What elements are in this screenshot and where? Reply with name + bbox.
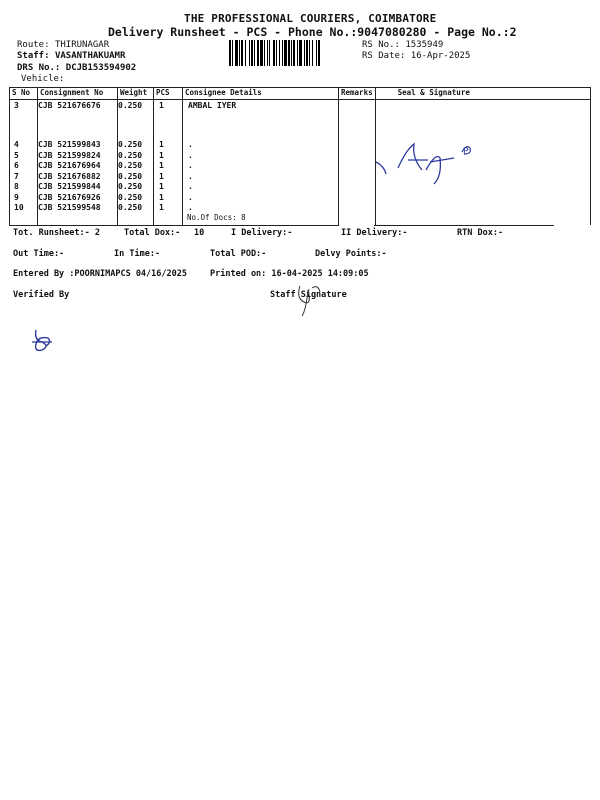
row-pcs: 1 — [159, 140, 164, 149]
barcode-bar — [282, 40, 283, 66]
barcode-bar — [235, 40, 238, 66]
row-consignment: CJB 521599844 — [38, 182, 101, 191]
barcode-bar — [254, 40, 255, 66]
barcode-bar — [267, 40, 268, 66]
row-sno: 3 — [14, 101, 19, 110]
handwritten-signature-icon — [370, 140, 490, 190]
runsheet-subtitle: Delivery Runsheet - PCS - Phone No.:9047080280 - Page No.:2 — [108, 25, 517, 39]
row-sno: 9 — [14, 193, 19, 202]
route-value: THIRUNAGAR — [54, 40, 110, 50]
barcode-bar — [232, 40, 233, 66]
row-consignee: . — [188, 203, 193, 212]
table-bottom-rule — [9, 225, 184, 226]
row-sno: 10 — [14, 203, 24, 212]
barcode-bar — [284, 40, 287, 66]
row-pcs: 1 — [159, 182, 164, 191]
barcode-bar — [229, 40, 231, 66]
rs-no-label: RS No.: — [362, 40, 400, 50]
vehicle-label: Vehicle: — [21, 74, 65, 84]
row-consignment: CJB 521676676 — [38, 101, 101, 110]
barcode-bar — [273, 40, 275, 66]
row-weight: 0.250 — [118, 101, 143, 110]
row-pcs: 1 — [159, 172, 164, 181]
row-consignee: . — [188, 161, 193, 170]
row-weight: 0.250 — [118, 203, 143, 212]
total-dox-label: Total Dox:- — [124, 228, 181, 238]
ii-delivery: II Delivery:- — [341, 228, 408, 238]
staff-signature-scribble-icon — [290, 280, 330, 320]
col-header-consignment: Consignment No — [38, 88, 118, 100]
barcode-bar — [264, 40, 265, 66]
no-of-docs: No.Of Docs: 8 — [187, 213, 246, 222]
barcode-bar — [269, 40, 270, 66]
barcode-image — [229, 40, 355, 66]
verifier-scribble-icon — [28, 328, 58, 354]
barcode-bar — [251, 40, 253, 66]
barcode-bar — [293, 40, 295, 66]
barcode-bar — [257, 40, 259, 66]
out-time: Out Time:- — [13, 249, 65, 259]
staff-line — [17, 51, 125, 61]
rs-no-line — [362, 40, 443, 50]
drs-label: DRS No.: — [17, 63, 61, 73]
route-label: Route: — [17, 40, 50, 50]
barcode-bar — [249, 40, 250, 66]
barcode-bar — [245, 40, 246, 66]
rs-date-line — [362, 51, 470, 61]
row-weight: 0.250 — [118, 172, 143, 181]
row-consignee: . — [188, 182, 193, 191]
route-line — [17, 40, 109, 50]
row-consignee: . — [188, 140, 193, 149]
col-header-consignee: Consignee Details — [183, 88, 339, 100]
rs-date-value: 16-Apr-2025 — [410, 51, 471, 61]
col-header-seal: Seal & Signature — [375, 88, 590, 100]
drs-value: DCJB153594902 — [65, 63, 137, 73]
barcode-bar — [297, 40, 298, 66]
row-consignment: CJB 521599824 — [38, 151, 101, 160]
row-weight: 0.250 — [118, 193, 143, 202]
row-consignee: . — [188, 172, 193, 181]
barcode-bar — [304, 40, 305, 66]
row-pcs: 1 — [159, 101, 164, 110]
barcode-bar — [299, 40, 302, 66]
staff-signature: Staff Signature — [270, 290, 347, 300]
row-weight: 0.250 — [118, 161, 143, 170]
staff-value: VASANTHAKUAMR — [54, 51, 126, 61]
barcode-bar — [312, 40, 313, 66]
total-pod: Total POD:- — [210, 249, 267, 259]
barcode-bar — [279, 40, 280, 66]
barcode-bar — [260, 40, 263, 66]
printed-on: Printed on: 16-04-2025 14:09:05 — [210, 269, 369, 279]
col-header-sno: S No — [10, 88, 38, 100]
col-header-pcs: PCS — [154, 88, 183, 100]
barcode-bar — [241, 40, 243, 66]
barcode-bar — [316, 40, 317, 66]
rs-no-value: 1535949 — [405, 40, 444, 50]
barcode-bar — [306, 40, 308, 66]
row-pcs: 1 — [159, 203, 164, 212]
row-consignment: CJB 521676882 — [38, 172, 101, 181]
barcode-bar — [291, 40, 292, 66]
barcode-bar — [239, 40, 240, 66]
col-header-weight: Weight — [118, 88, 154, 100]
rtn-dox: RTN Dox:- — [457, 228, 504, 238]
row-consignee: . — [188, 151, 193, 160]
signature-initial: P — [463, 147, 469, 157]
row-consignee: AMBAL IYER — [188, 101, 237, 110]
row-consignee: . — [188, 193, 193, 202]
barcode-bar — [318, 40, 320, 66]
barcode-bar — [288, 40, 290, 66]
row-consignment: CJB 521676964 — [38, 161, 101, 170]
row-sno: 7 — [14, 172, 19, 181]
row-consignment: CJB 521599843 — [38, 140, 101, 149]
company-title: THE PROFESSIONAL COURIERS, COIMBATORE — [184, 12, 437, 25]
staff-label: Staff: — [17, 51, 50, 61]
i-delivery: I Delivery:- — [231, 228, 293, 238]
tot-runsheet: Tot. Runsheet:- 2 — [13, 228, 100, 238]
row-consignment: CJB 521599548 — [38, 203, 101, 212]
col-header-remarks: Remarks — [339, 88, 376, 100]
total-dox-value: 10 — [194, 228, 205, 238]
row-weight: 0.250 — [118, 182, 143, 191]
row-sno: 6 — [14, 161, 19, 170]
delvy-points: Delvy Points:- — [315, 249, 387, 259]
barcode-bar — [276, 40, 277, 66]
entered-by: Entered By :POORNIMAPCS 04/16/2025 — [13, 269, 187, 279]
row-pcs: 1 — [159, 161, 164, 170]
barcode-bar — [309, 40, 310, 66]
row-pcs: 1 — [159, 151, 164, 160]
in-time: In Time:- — [114, 249, 161, 259]
row-sno: 8 — [14, 182, 19, 191]
row-sno: 5 — [14, 151, 19, 160]
row-weight: 0.250 — [118, 140, 143, 149]
row-sno: 4 — [14, 140, 19, 149]
row-pcs: 1 — [159, 193, 164, 202]
verified-by: Verified By — [13, 290, 70, 300]
rs-date-label: RS Date: — [362, 51, 406, 61]
row-consignment: CJB 521676926 — [38, 193, 101, 202]
table-header-row — [10, 88, 591, 100]
row-weight: 0.250 — [118, 151, 143, 160]
table-bottom-rule-right — [374, 225, 554, 226]
drs-line — [17, 63, 136, 73]
